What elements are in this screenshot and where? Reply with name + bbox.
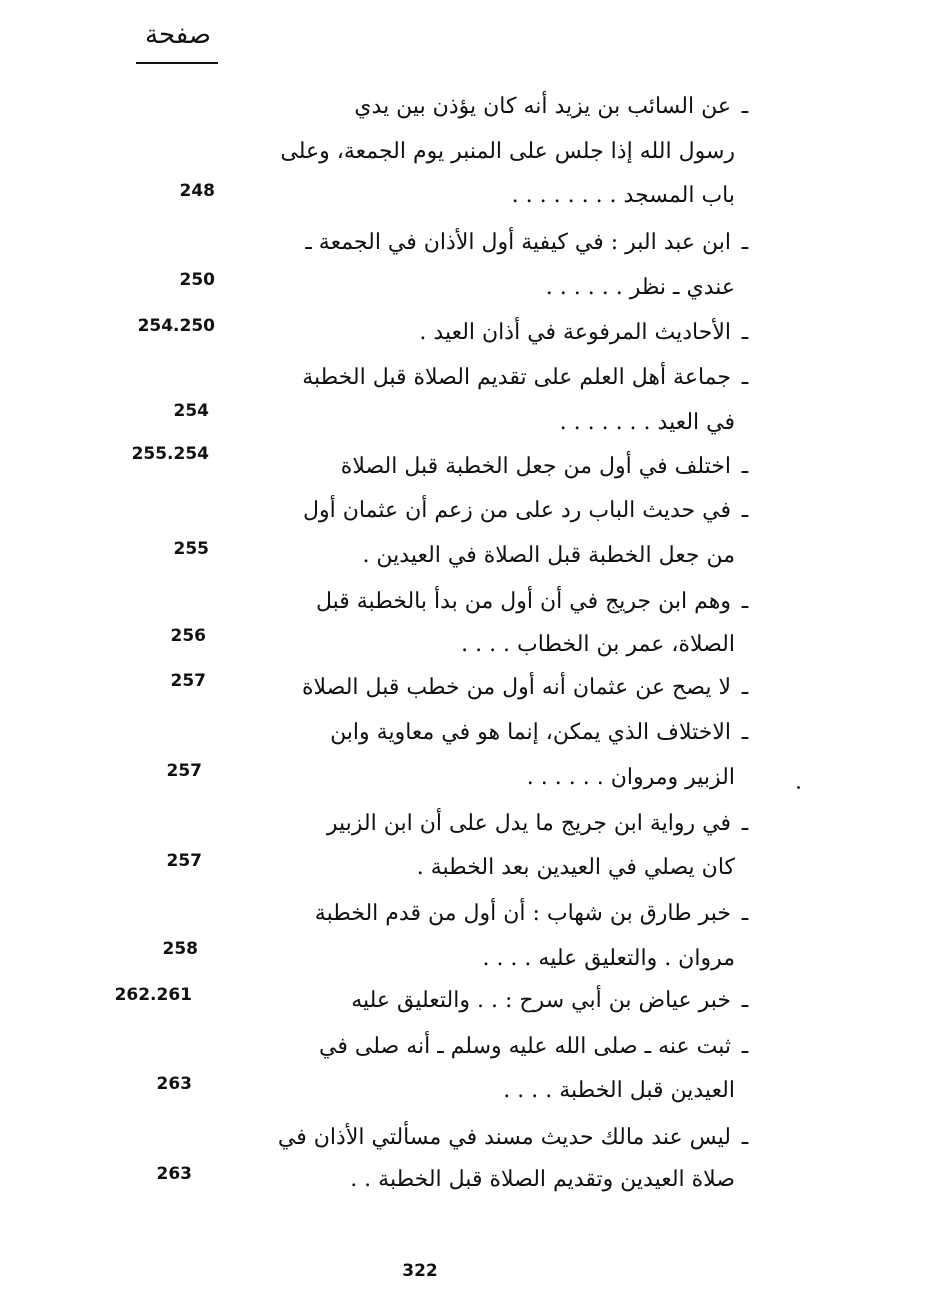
header-underline — [136, 62, 218, 64]
entry-line: عندي ـ نظر . . . . . . — [545, 275, 735, 300]
entry-line: ـليس عند مالك حديث مسند في مسألتي الأذان في — [277, 1125, 749, 1150]
page-number: 254 — [173, 401, 209, 421]
page-number: 257 — [166, 851, 202, 871]
entry-line: ـفي رواية ابن جريج ما يدل على أن ابن الزبير — [326, 811, 749, 836]
entry-line: من جعل الخطبة قبل الصلاة في العيدين . — [362, 543, 735, 568]
scan-speck — [797, 786, 800, 789]
entry-line: ـاختلف في أول من جعل الخطبة قبل الصلاة — [340, 454, 749, 479]
entry-line: الزبير ومروان . . . . . . — [526, 765, 735, 790]
entry-line: رسول الله إذا جلس على المنبر يوم الجمعة، وعلى — [280, 139, 735, 164]
page-number: 257 — [170, 671, 206, 691]
page-number: 258 — [162, 939, 198, 959]
entry-line: ـالاختلاف الذي يمكن، إنما هو في معاوية وابن — [330, 720, 749, 745]
entry-line: ـثبت عنه ـ صلى الله عليه وسلم ـ أنه صلى في — [319, 1034, 749, 1059]
page-number: 250 — [179, 270, 215, 290]
page-number: 255 — [173, 539, 209, 559]
entry-line: ـلا يصح عن عثمان أنه أول من خطب قبل الصلاة — [302, 675, 749, 700]
page-number: 262.261 — [114, 985, 192, 1005]
entry-line: في العيد . . . . . . . — [559, 410, 735, 435]
entry-line: ـخبر عياض بن أبي سرح : . . والتعليق عليه — [351, 988, 749, 1013]
page-header: صفحة — [145, 20, 211, 50]
entry-line: ـجماعة أهل العلم على تقديم الصلاة قبل الخطبة — [302, 365, 749, 390]
page-folio-number: 322 — [402, 1261, 438, 1281]
entry-line: ـخبر طارق بن شهاب : أن أول من قدم الخطبة — [314, 901, 749, 926]
entry-line: ـوهم ابن جريج في أن أول من بدأ بالخطبة قبل — [315, 589, 749, 614]
page-number: 263 — [156, 1074, 192, 1094]
entry-line: صلاة العيدين وتقديم الصلاة قبل الخطبة . . — [350, 1167, 735, 1192]
entry-line: ـالأحاديث المرفوعة في أذان العيد . — [419, 320, 749, 345]
entry-line: مروان . والتعليق عليه . . . . — [482, 946, 735, 971]
page-number: 257 — [166, 761, 202, 781]
entry-line: باب المسجد . . . . . . . . — [511, 183, 735, 208]
page-number: 248 — [179, 181, 215, 201]
page-number: 256 — [170, 626, 206, 646]
entry-line: ـعن السائب بن يزيد أنه كان يؤذن بين يدي — [354, 94, 749, 119]
page-number: 254.250 — [137, 316, 215, 336]
entry-line: العيدين قبل الخطبة . . . . — [503, 1078, 735, 1103]
entry-line: ـابن عبد البر : في كيفية أول الأذان في الجمعة ـ — [305, 230, 749, 255]
page-number: 263 — [156, 1164, 192, 1184]
page-number: 255.254 — [131, 444, 209, 464]
entry-line: كان يصلي في العيدين بعد الخطبة . — [416, 855, 735, 880]
entry-line: ـفي حديث الباب رد على من زعم أن عثمان أول — [303, 498, 749, 523]
entry-line: الصلاة، عمر بن الخطاب . . . . — [461, 632, 735, 657]
